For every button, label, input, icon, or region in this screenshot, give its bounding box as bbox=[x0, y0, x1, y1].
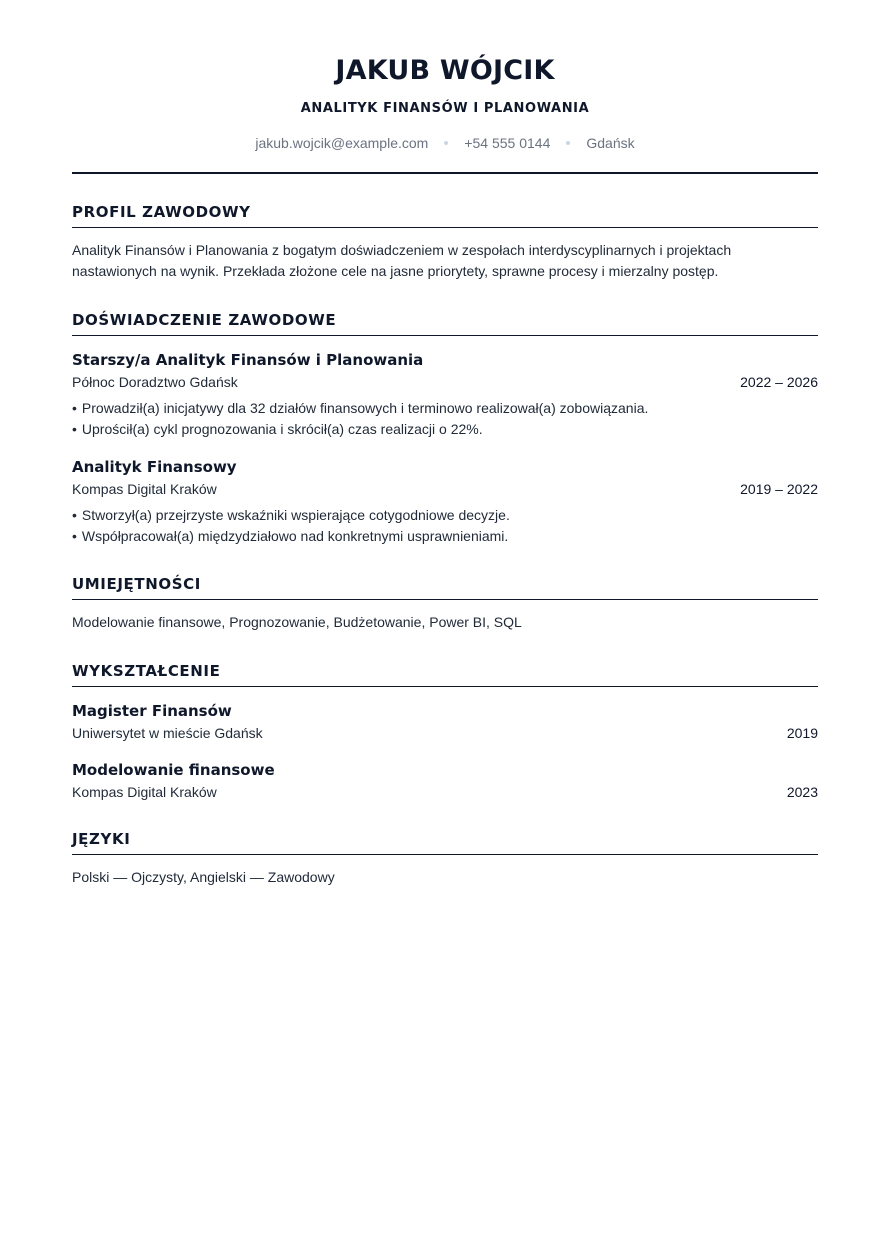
section-title: UMIEJĘTNOŚCI bbox=[72, 574, 818, 600]
job-bullets bbox=[72, 505, 818, 546]
candidate-name: JAKUB WÓJCIK bbox=[335, 55, 555, 86]
bullet-item: • Prowadził(a) inicjatywy dla 32 działów finansowych i terminowo realizował(a) zobowiązania. bbox=[72, 398, 818, 419]
profile-text: Analityk Finansów i Planowania z bogatym doświadczeniem w zespołach interdyscyplinarnych i projektach nastawionych na wynik. Przekłada złożone cele na jasne priorytety, sprawne procesy i mierzalny postęp. bbox=[72, 242, 732, 279]
education-entry bbox=[72, 760, 818, 801]
education-meta bbox=[72, 724, 818, 742]
job-meta bbox=[72, 373, 818, 391]
education-year: 2019 bbox=[786, 725, 818, 741]
separator-dot bbox=[444, 141, 448, 145]
bullet-item: • Uprościł(a) cykl prognozowania i skrócił(a) czas realizacji o 22%. bbox=[72, 419, 818, 440]
job-dates: 2022 – 2026 bbox=[740, 374, 818, 390]
separator-dot bbox=[566, 141, 570, 145]
skills-section bbox=[72, 574, 818, 633]
experience-entry bbox=[72, 350, 818, 439]
contact-location: Gdańsk bbox=[586, 135, 635, 151]
degree-name: Magister Finansów bbox=[72, 702, 232, 720]
education-meta bbox=[72, 783, 818, 801]
job-headline: ANALITYK FINANSÓW I PLANOWANIA bbox=[300, 101, 590, 116]
profile-section bbox=[72, 202, 818, 282]
job-role: Starszy/a Analityk Finansów i Planowania bbox=[72, 351, 424, 369]
skills-text: Modelowanie finansowe, Prognozowanie, Budżetowanie, Power BI, SQL bbox=[72, 614, 522, 630]
job-dates: 2019 – 2022 bbox=[740, 481, 818, 497]
contact-email[interactable]: jakub.wojcik@example.com bbox=[255, 135, 429, 151]
languages-text: Polski — Ojczysty, Angielski — Zawodowy bbox=[72, 869, 335, 885]
languages-section bbox=[72, 829, 818, 888]
header-divider bbox=[72, 172, 818, 174]
experience-entry bbox=[72, 457, 818, 546]
education-year: 2023 bbox=[786, 784, 818, 800]
experience-section bbox=[72, 310, 818, 546]
education-section bbox=[72, 661, 818, 801]
resume-header bbox=[72, 0, 818, 174]
degree-name: Modelowanie finansowe bbox=[72, 761, 275, 779]
job-company: Północ Doradztwo Gdańsk bbox=[72, 374, 238, 390]
contact-line bbox=[72, 134, 818, 152]
section-title: DOŚWIADCZENIE ZAWODOWE bbox=[72, 310, 818, 336]
job-bullets bbox=[72, 398, 818, 439]
contact-phone[interactable]: +54 555 0144 bbox=[464, 135, 551, 151]
section-title: PROFIL ZAWODOWY bbox=[72, 202, 818, 228]
bullet-item: • Stworzył(a) przejrzyste wskaźniki wspierające cotygodniowe decyzje. bbox=[72, 505, 818, 526]
section-title: WYKSZTAŁCENIE bbox=[72, 661, 818, 687]
education-entry bbox=[72, 701, 818, 742]
job-meta bbox=[72, 480, 818, 498]
bullet-item: • Współpracował(a) międzydziałowo nad konkretnymi usprawnieniami. bbox=[72, 526, 818, 547]
job-role: Analityk Finansowy bbox=[72, 458, 237, 476]
job-company: Kompas Digital Kraków bbox=[72, 481, 217, 497]
school-name: Kompas Digital Kraków bbox=[72, 784, 217, 800]
section-title: JĘZYKI bbox=[72, 829, 818, 855]
school-name: Uniwersytet w mieście Gdańsk bbox=[72, 725, 263, 741]
